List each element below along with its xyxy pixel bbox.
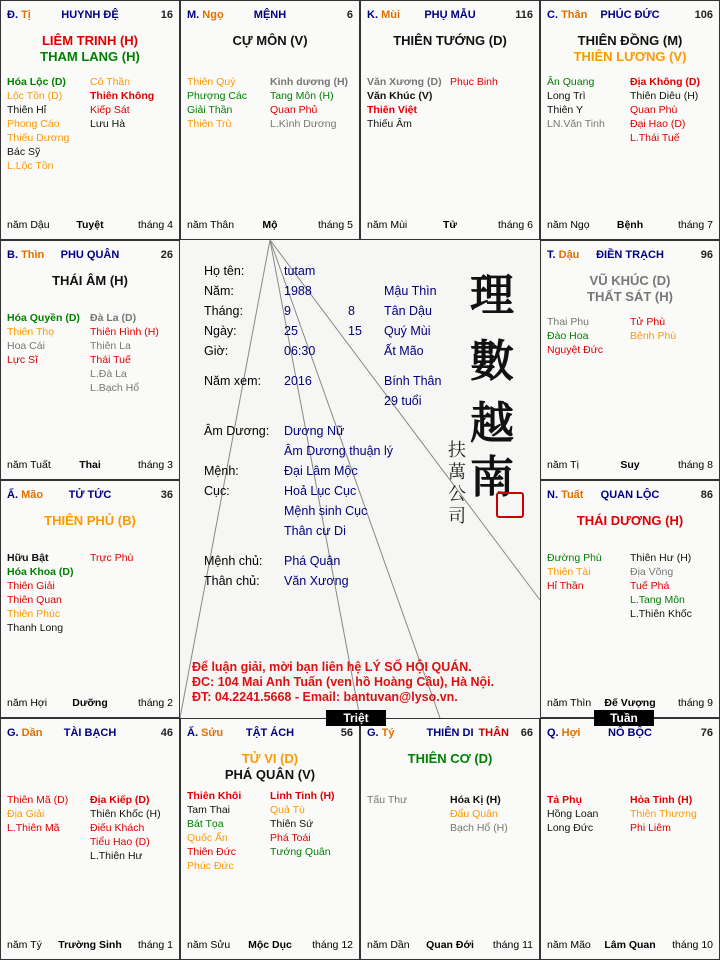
minor-star: Long Trì <box>547 90 586 102</box>
minor-star: Tiểu Hao (D) <box>90 836 150 848</box>
main-star: TỬ VI (D) <box>241 751 299 766</box>
contact-line: ĐC: 104 Mai Anh Tuấn (ven hồ Hoàng Cầu), Hà Nội. <box>192 675 495 689</box>
palace-month: tháng 1 <box>137 939 173 951</box>
palace-stem: T. <box>547 249 559 261</box>
minor-star: Phúc Đức <box>187 860 234 872</box>
palace-name: THIÊN DI <box>426 727 474 739</box>
triet-label: Triệt <box>326 710 386 726</box>
palace-thin <box>0 240 180 480</box>
minor-star: Quả Tú <box>270 804 305 816</box>
hour-canchi: Ất Mão <box>384 344 424 358</box>
label: Ngày: <box>204 324 237 338</box>
year-canchi: Mậu Thìn <box>384 284 437 298</box>
minor-star: Hóa Kị (H) <box>450 794 501 806</box>
palace-year: năm Dần <box>367 939 410 951</box>
star-column-right <box>630 75 713 145</box>
palace-stage: Dưỡng <box>72 697 108 709</box>
minor-star: Thiên Hỉ <box>7 104 47 116</box>
palace-branch: Thìn <box>21 249 45 261</box>
palace-month: tháng 7 <box>677 219 713 231</box>
am-duong-note: Âm Dương thuận lý <box>284 444 393 458</box>
menh-chu-value: Phá Quân <box>284 554 341 568</box>
minor-star: Bát Tọa <box>187 818 224 830</box>
minor-star: Thiên Không <box>90 90 155 102</box>
palace-stage: Trường Sinh <box>58 939 122 951</box>
minor-star: Hữu Bật <box>7 552 49 564</box>
main-star: LIÊM TRINH (H) <box>41 33 139 48</box>
star-column-right <box>90 75 173 173</box>
palace-month: tháng 2 <box>137 697 173 709</box>
label: Thân chủ: <box>204 574 260 588</box>
palace-stage: Thai <box>79 459 101 471</box>
palace-hoi <box>540 718 720 960</box>
palace-number: 16 <box>160 9 173 21</box>
minor-star: Thiên Đức <box>187 846 237 858</box>
main-star: VŨ KHÚC (D) <box>589 273 671 288</box>
minor-star: Quan Phù <box>630 104 678 116</box>
calligraphy-char: 越 <box>470 398 514 449</box>
minor-star: Đại Hao (D) <box>630 118 686 130</box>
minor-star: Thiếu Dương <box>7 132 70 144</box>
main-star: THIÊN CƠ (D) <box>407 751 493 766</box>
star-column-left <box>187 789 270 873</box>
palace-stem: N. <box>547 489 562 501</box>
palace-stem: Q. <box>547 727 562 739</box>
palace-stage: Tuyệt <box>76 219 104 231</box>
palace-name: PHỤ MẪU <box>424 9 476 21</box>
contact-block <box>192 660 494 705</box>
minor-star: Thiên Giải <box>7 580 55 592</box>
palace-number: 66 <box>520 727 533 739</box>
palace-year: năm Sửu <box>187 939 231 951</box>
hour-value: 06:30 <box>284 344 316 358</box>
minor-star: Kiếp Sát <box>90 104 130 116</box>
main-stars <box>1 513 179 529</box>
minor-star: L.Lộc Tồn <box>7 160 54 172</box>
label: Tháng: <box>204 304 243 318</box>
main-star: THẤT SÁT (H) <box>587 289 673 304</box>
palace-name: PHU QUÂN <box>60 249 120 261</box>
palace-month: tháng 3 <box>137 459 173 471</box>
star-column-left <box>367 793 450 835</box>
minor-star: Thiên Sứ <box>270 818 314 830</box>
star-column-right <box>450 75 533 131</box>
star-column-right <box>450 793 533 835</box>
main-star: THAM LANG (H) <box>40 49 140 64</box>
main-stars <box>181 751 359 783</box>
star-column-right <box>270 789 353 873</box>
palace-number: 26 <box>160 249 173 261</box>
star-column-right <box>90 311 173 395</box>
palace-month: tháng 11 <box>492 939 533 951</box>
palace-stem: M. <box>187 9 203 21</box>
palace-name: TẬT ÁCH <box>245 727 295 739</box>
star-column-left <box>7 551 90 635</box>
palace-stage: Lâm Quan <box>604 939 656 951</box>
minor-star: LN.Văn Tinh <box>547 118 605 130</box>
month-value: 9 <box>284 304 291 318</box>
label: Giờ: <box>204 344 229 358</box>
minor-star: Linh Tinh (H) <box>270 790 335 802</box>
palace-stem: G. <box>7 727 22 739</box>
minor-star: Quan Phủ <box>270 104 318 116</box>
palace-stem: Đ. <box>7 9 22 21</box>
main-star: THIÊN LƯƠNG (V) <box>573 49 687 64</box>
minor-star: L.Tang Môn <box>630 594 685 606</box>
minor-star: Phục Binh <box>450 76 498 88</box>
palace-stage: Đế Vượng <box>604 697 656 709</box>
palace-number: 116 <box>515 9 533 21</box>
main-star: THIÊN PHỦ (B) <box>44 513 136 528</box>
star-column-right <box>630 793 713 835</box>
star-column-left <box>7 311 90 395</box>
main-star: THIÊN TƯỚNG (D) <box>393 33 507 48</box>
am-duong-value: Dương Nữ <box>284 424 345 438</box>
minor-star: Hỏa Tinh (H) <box>630 794 693 806</box>
minor-star: Thiên Quan <box>7 594 62 606</box>
palace-dau <box>540 240 720 480</box>
palace-branch: Hợi <box>561 727 581 739</box>
star-column-left <box>547 551 630 621</box>
cuc-note: Thân cư Di <box>284 524 346 538</box>
palace-name: TÀI BẠCH <box>63 727 117 739</box>
palace-stage: Mộ <box>262 219 278 231</box>
main-stars <box>361 751 539 767</box>
star-column-left <box>547 75 630 145</box>
minor-star: Trực Phù <box>90 552 134 564</box>
day-value: 25 <box>284 324 298 338</box>
minor-star: Bạch Hổ (H) <box>450 822 508 834</box>
palace-number: 76 <box>700 727 713 739</box>
minor-star: Tấu Thư <box>367 794 408 806</box>
label: Âm Dương: <box>204 424 270 438</box>
palace-stage: Mộc Dục <box>248 939 292 951</box>
minor-star: Địa Võng <box>630 566 674 578</box>
minor-star: Lưu Hà <box>90 118 126 130</box>
minor-star: Lực Sĩ <box>7 354 38 366</box>
star-column-left <box>367 75 450 131</box>
palace-month: tháng 4 <box>137 219 173 231</box>
palace-stem: Ấ. <box>187 727 202 739</box>
palace-number: 56 <box>340 727 353 739</box>
palace-stem: G. <box>367 727 382 739</box>
palace-name: TỬ TỨC <box>68 489 112 501</box>
palace-tuat <box>540 480 720 718</box>
palace-branch: Tý <box>381 727 395 739</box>
palace-number: 36 <box>160 489 173 501</box>
palace-number: 106 <box>694 9 713 21</box>
minor-star: Phi Liêm <box>630 822 671 834</box>
palace-branch: Dậu <box>558 249 580 261</box>
minor-star: Thiên Việt <box>367 104 417 116</box>
minor-star: Tam Thai <box>187 804 230 816</box>
minor-star: Phong Cáo <box>7 118 60 130</box>
palace-year: năm Mùi <box>367 219 408 231</box>
star-column-left <box>547 315 630 357</box>
star-column-left <box>187 75 270 131</box>
palace-name: MỆNH <box>253 9 287 21</box>
palace-month: tháng 9 <box>677 697 713 709</box>
palace-year: năm Thân <box>187 219 235 231</box>
main-stars <box>1 33 179 65</box>
view-year: 2016 <box>284 374 312 388</box>
palace-ti <box>0 0 180 240</box>
minor-star: Thiên Mã (D) <box>7 794 69 806</box>
star-column-right <box>270 75 353 131</box>
contact-line: ĐT: 04.2241.5668 - Email: bantuvan@lyso.vn. <box>192 690 458 704</box>
minor-star: Văn Xương (D) <box>367 76 442 88</box>
palace-month: tháng 5 <box>317 219 353 231</box>
minor-star: Tướng Quân <box>270 846 331 858</box>
main-star: THÁI DƯƠNG (H) <box>576 513 684 528</box>
palace-mui <box>360 0 540 240</box>
main-stars <box>541 513 719 529</box>
minor-star: Thiên Quý <box>187 76 236 88</box>
minor-star: Cô Thần <box>90 76 131 88</box>
main-stars <box>541 33 719 65</box>
minor-star: Thanh Long <box>7 622 64 634</box>
palace-branch: Tị <box>21 9 31 21</box>
than-marker: THÂN <box>478 727 509 739</box>
minor-star: Địa Không (D) <box>630 76 700 88</box>
minor-star: Phá Toái <box>270 832 311 844</box>
label: Năm: <box>204 284 234 298</box>
contact-line: Để luận giải, mời bạn liên hệ LÝ SỐ HỘI QUÁN. <box>192 660 472 674</box>
minor-star: Thiên Tài <box>547 566 591 578</box>
minor-star: L.Thái Tuế <box>630 132 680 144</box>
minor-star: Giải Thần <box>187 104 233 116</box>
tuan-label: Tuần <box>594 710 654 726</box>
minor-star: Hóa Khoa (D) <box>7 566 74 578</box>
palace-name: NÔ BỘC <box>608 727 652 739</box>
month-lunar: 8 <box>348 304 355 318</box>
star-column-left <box>7 793 90 863</box>
minor-star: Hoa Cái <box>7 340 45 352</box>
minor-star: L.Bạch Hổ <box>90 382 140 394</box>
minor-star: Thiên Hình (H) <box>90 326 159 338</box>
minor-star: Thiên Thọ <box>7 326 55 338</box>
minor-star: Thai Phụ <box>547 316 590 328</box>
minor-star: Địa Giải <box>7 808 45 820</box>
palace-year: năm Mão <box>547 939 591 951</box>
palace-name: ĐIỀN TRẠCH <box>596 249 664 261</box>
minor-star: L.Thiên Hư <box>90 850 143 862</box>
minor-star: Địa Kiếp (D) <box>90 794 150 806</box>
palace-number: 46 <box>160 727 173 739</box>
label: Cục: <box>204 484 230 498</box>
palace-name: PHÚC ĐỨC <box>600 9 660 21</box>
minor-star: L.Đà La <box>90 368 127 380</box>
star-column-right <box>90 551 173 635</box>
palace-number: 86 <box>700 489 713 501</box>
main-stars <box>541 273 719 305</box>
minor-star: Hồng Loan <box>547 808 599 820</box>
palace-ngo <box>180 0 360 240</box>
minor-star: Kình dương (H) <box>270 76 349 88</box>
minor-star: Long Đức <box>547 822 594 834</box>
palace-branch: Tuất <box>561 489 584 501</box>
menh-value: Đại Lâm Mộc <box>284 464 358 478</box>
star-column-right <box>90 793 173 863</box>
minor-star: Ân Quang <box>547 76 595 88</box>
palace-dan <box>0 718 180 960</box>
minor-star: Thiên La <box>90 340 131 352</box>
palace-branch: Sửu <box>201 727 224 739</box>
palace-branch: Mùi <box>381 9 401 21</box>
palace-branch: Mão <box>21 489 44 501</box>
palace-year: năm Tuất <box>7 459 51 471</box>
center-info <box>180 240 540 718</box>
minor-star: L.Thiên Khốc <box>630 608 692 620</box>
age: 29 tuổi <box>384 394 422 408</box>
minor-star: Quốc Ấn <box>187 832 228 844</box>
palace-year: năm Tị <box>547 459 579 471</box>
palace-stem: B. <box>7 249 22 261</box>
palace-branch: Ngọ <box>202 9 224 21</box>
minor-star: Đường Phù <box>547 552 602 564</box>
palace-month: tháng 12 <box>312 939 353 951</box>
label: Họ tên: <box>204 264 245 278</box>
palace-number: 96 <box>700 249 713 261</box>
minor-star: Bác Sỹ <box>7 146 41 158</box>
calligraphy-char: 數 <box>470 336 514 387</box>
minor-star: Tuế Phá <box>630 580 670 592</box>
than-chu-value: Văn Xương <box>284 574 349 588</box>
palace-name: HUYNH ĐỆ <box>61 9 119 21</box>
palace-year: năm Hợi <box>7 697 48 709</box>
minor-star: Văn Khúc (V) <box>367 90 433 102</box>
star-column-left <box>547 793 630 835</box>
palace-year: năm Tý <box>7 939 42 951</box>
palace-suu <box>180 718 360 960</box>
palace-year: năm Thìn <box>547 697 592 709</box>
palace-stage: Quan Đới <box>426 939 474 951</box>
minor-star: Thái Tuế <box>90 354 131 366</box>
minor-star: Hỉ Thần <box>547 580 584 592</box>
main-stars <box>361 33 539 49</box>
minor-star: Đào Hoa <box>547 330 589 342</box>
minor-star: Thiên Hư (H) <box>630 552 692 564</box>
view-year-canchi: Bính Thân <box>384 374 442 388</box>
minor-star: Lộc Tồn (D) <box>7 90 63 102</box>
palace-branch: Thân <box>561 9 588 21</box>
calligraphy-char: 南 <box>470 452 514 503</box>
palace-year: năm Ngọ <box>547 219 590 231</box>
cuc-value: Hoả Lục Cục <box>284 484 357 498</box>
year-value: 1988 <box>284 284 312 298</box>
palace-name: QUAN LỘC <box>600 489 660 501</box>
month-canchi: Tân Dậu <box>384 304 432 318</box>
palace-ty <box>360 718 540 960</box>
minor-star: Thiên Diêu (H) <box>630 90 699 102</box>
palace-stage: Tử <box>442 219 458 231</box>
main-stars <box>1 273 179 289</box>
palace-stage: Bệnh <box>616 219 644 231</box>
palace-month: tháng 10 <box>672 939 713 951</box>
main-star: THÁI ÂM (H) <box>52 273 128 288</box>
minor-star: Phượng Các <box>187 90 248 102</box>
minor-star: Bệnh Phù <box>630 330 677 342</box>
star-column-left <box>7 75 90 173</box>
calligraphy-char: 理 <box>470 270 514 321</box>
minor-star: L.Thiên Mã <box>7 822 60 834</box>
palace-number: 6 <box>346 9 353 21</box>
star-column-right <box>630 315 713 357</box>
calligraphy-side: 扶萬公司 <box>448 440 466 527</box>
palace-year: năm Dậu <box>7 219 50 231</box>
minor-star: Tử Phù <box>630 316 666 328</box>
minor-star: Thiên Phúc <box>7 608 61 620</box>
palace-month: tháng 8 <box>677 459 713 471</box>
palace-stem: C. <box>547 9 562 21</box>
minor-star: Tả Phụ <box>547 794 583 806</box>
palace-stem: Ấ. <box>7 489 22 501</box>
minor-star: Điếu Khách <box>90 822 145 834</box>
day-lunar: 15 <box>348 324 362 338</box>
label: Năm xem: <box>204 374 261 388</box>
palace-month: tháng 6 <box>497 219 533 231</box>
cuc-note: Mệnh sinh Cục <box>284 504 368 518</box>
minor-star: Thiên Y <box>547 104 583 116</box>
palace-stem: K. <box>367 9 382 21</box>
main-star: PHÁ QUÂN (V) <box>224 767 316 782</box>
palace-branch: Dần <box>21 727 43 739</box>
palace-than <box>540 0 720 240</box>
day-canchi: Quý Mùi <box>384 324 431 338</box>
minor-star: Hóa Lộc (D) <box>7 76 66 88</box>
red-seal <box>496 492 524 518</box>
main-star: CỰ MÔN (V) <box>232 33 308 48</box>
minor-star: Thiếu Âm <box>367 118 412 130</box>
star-column-right <box>630 551 713 621</box>
minor-star: Hóa Quyền (D) <box>7 312 80 324</box>
main-star: THIÊN ĐỒNG (M) <box>577 33 683 48</box>
palace-stage: Suy <box>620 459 640 471</box>
minor-star: Nguyệt Đức <box>547 344 604 356</box>
minor-star: Thiên Khôi <box>187 790 242 802</box>
main-stars <box>181 33 359 49</box>
label: Mệnh: <box>204 464 239 478</box>
minor-star: Tang Môn (H) <box>270 90 334 102</box>
palace-mao <box>0 480 180 718</box>
minor-star: Thiên Khốc (H) <box>90 808 161 820</box>
label: Mệnh chủ: <box>204 554 263 568</box>
minor-star: L.Kình Dương <box>270 118 337 130</box>
minor-star: Thiên Thương <box>630 808 697 820</box>
name-value: tutam <box>284 264 316 278</box>
minor-star: Đà La (D) <box>90 312 137 324</box>
minor-star: Thiên Trù <box>187 118 232 130</box>
minor-star: Đẩu Quân <box>450 808 498 820</box>
